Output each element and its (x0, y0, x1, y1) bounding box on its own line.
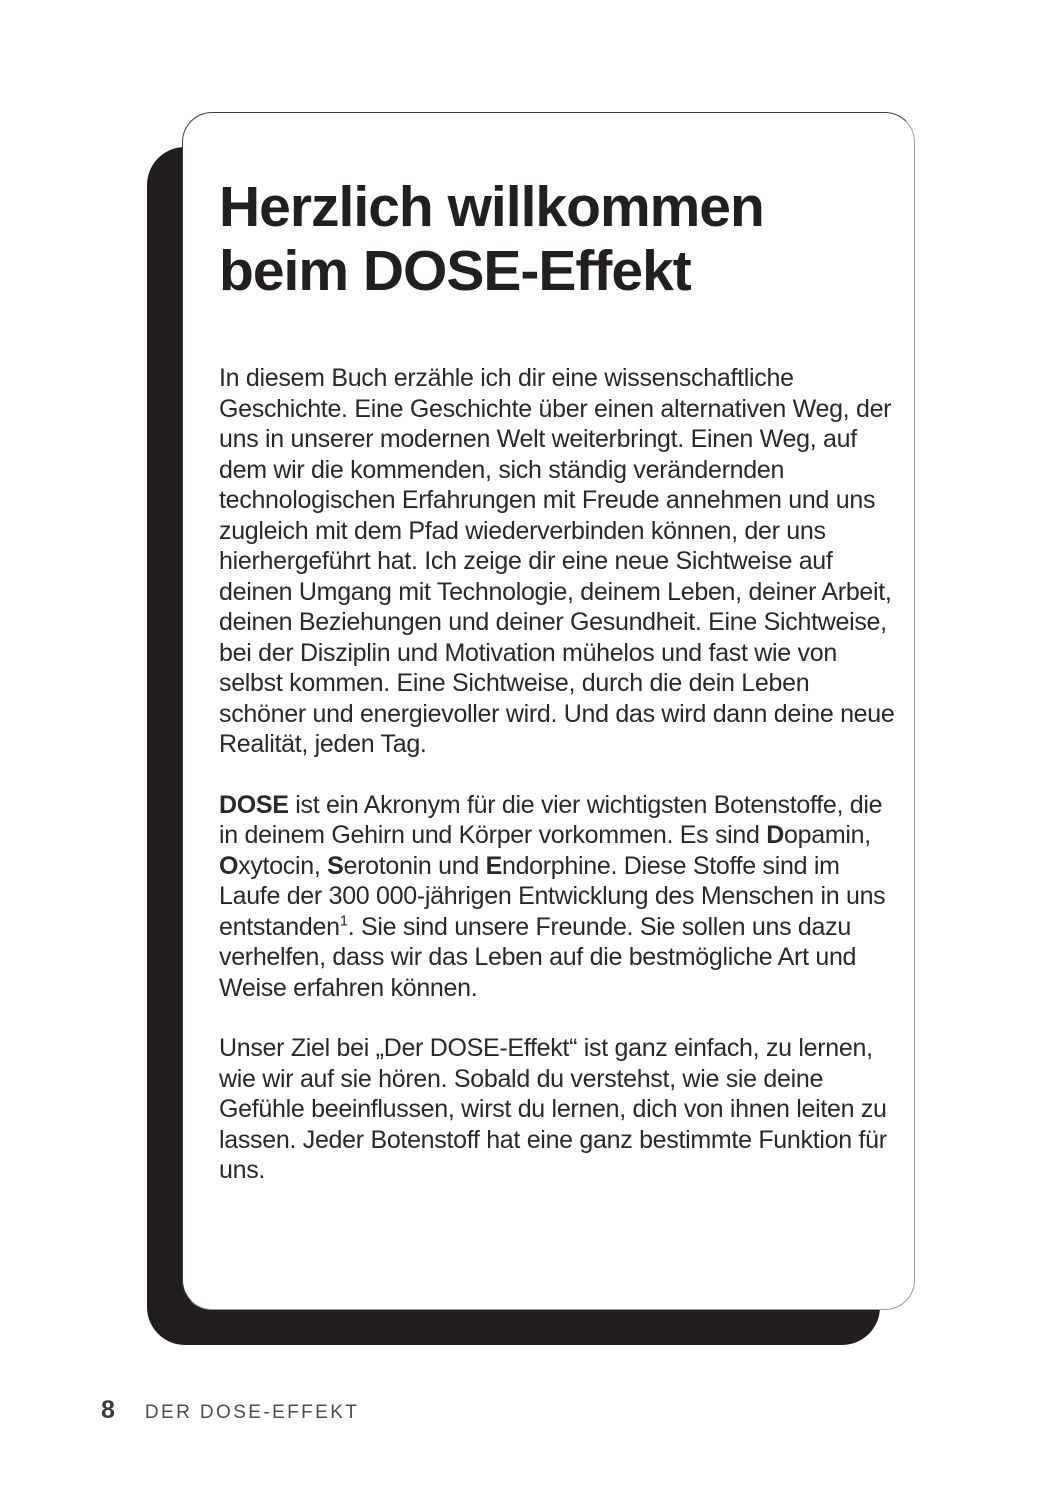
bold-text-segment: S (327, 851, 344, 880)
paragraph (219, 790, 898, 1004)
bold-text-segment: E (485, 851, 502, 880)
text-segment: . Sie sind unsere Freunde. Sie sollen uns dazu verhelfen, dass wir das Leben auf die bestmögliche Art und Weise erfahren können. (219, 912, 857, 1002)
page-title-line: Herzlich willkommen (219, 175, 764, 239)
page-title (219, 175, 764, 303)
page-footer (101, 1396, 359, 1425)
text-segment: opamin, (784, 821, 871, 849)
content-card (182, 112, 915, 1310)
page-title-line: beim DOSE-Effekt (219, 239, 691, 303)
paragraph (219, 1033, 898, 1186)
paragraph (219, 363, 898, 760)
text-segment: erotonin und (343, 851, 486, 880)
text-segment: In diesem Buch erzähle ich dir eine wissenschaftliche Geschichte. Eine Geschichte über einen alternativen Weg, der uns in unserer modernen Welt weiterbringt. Einen Weg, auf dem wir die kommenden, sich ständig verändernden technologischen Erfahrungen mit Freude annehmen und uns zugleich mit dem Pfad wiederverbinden können, der uns hierhergeführt hat. Ich zeige dir eine neue Sichtweise auf deinen Umgang mit Technologie, deinem Leben, deiner Arbeit, deinen Beziehungen und deiner Gesundheit. Eine Sichtweise, bei der Disziplin und Motivation mühelos und fast wie von selbst kommen. Eine Sichtweise, durch die dein Leben schöner und energievoller wird. Und das wird dann deine neue Realität, jeden Tag. (219, 364, 895, 758)
bold-text-segment: D (766, 821, 785, 849)
body-text (219, 363, 898, 1216)
running-title: DER DOSE-EFFEKT (144, 1402, 360, 1423)
text-segment: Unser Ziel bei „Der DOSE-Effekt“ ist ganz einfach, zu lernen, wie wir auf sie hören. Sobald du verstehst, wie sie deine Gefühle beeinflussen, wirst du lernen, dich von ihnen leiten zu lassen. Jeder Botenstoff hat eine ganz bestimmte Funktion für uns. (219, 1034, 887, 1184)
text-segment: xytocin, (238, 851, 328, 880)
bold-text-segment: O (219, 851, 239, 880)
footnote-marker: 1 (339, 912, 348, 930)
text-segment: ist ein Akronym für die vier wichtigsten Botenstoffe, die in deinem Gehirn und Körper vorkommen. Es sind (219, 790, 883, 849)
bold-text-segment: DOSE (219, 790, 289, 819)
text-segment: ndorphine. Diese Stoffe sind im Laufe der 300 000-jährigen Entwicklung des Menschen in uns entstanden (219, 851, 886, 941)
page-number: 8 (101, 1396, 115, 1424)
